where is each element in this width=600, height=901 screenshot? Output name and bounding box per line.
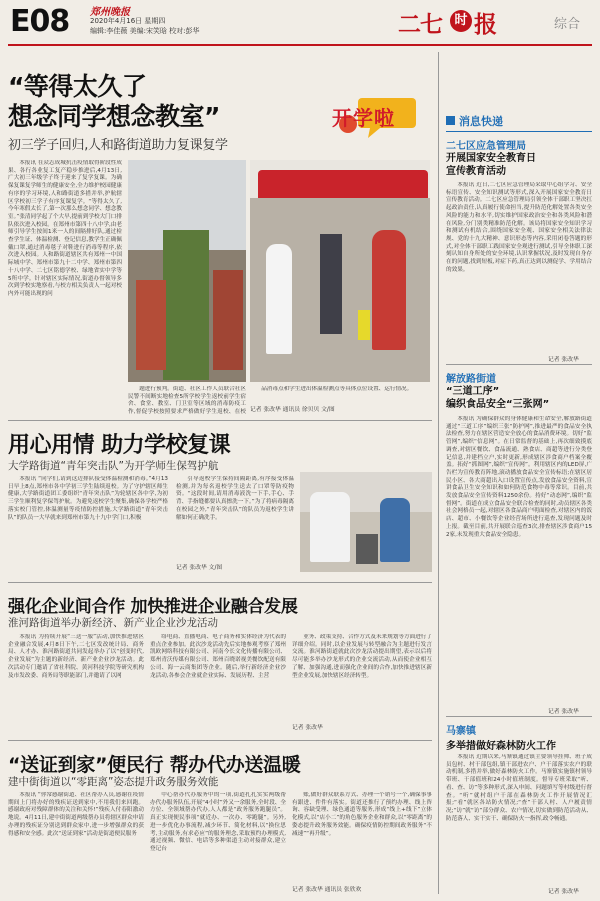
masthead-rule [8,44,592,46]
page-code: E08 [10,4,70,39]
sidebar-item1-byline: 记者 张改华 [548,357,579,363]
article1-col2 [128,386,246,416]
divider-3 [8,740,432,741]
article1-col3 [250,386,430,402]
article3-col2-text: 络电商、直播电商、电子商务和实体经济为代表的重点企业参加。此次沙龙活动先后实地参观考察了郑州凯欧网络科技有限公司、河南今长文化传播有限公司、郑州青沃传媒有限公司、郑州百晓诺视美餐饮配送有限公司、海一云商集团等企业。随后,举行新经济企业沙龙活动,各参会企业就企业实际、发展历程、主营 [150,634,286,679]
divider-1 [8,420,432,421]
article1-photo-main [128,160,246,382]
article2-title: 用心用情 助力学校复课 [8,433,231,458]
article2-col1 [8,476,168,570]
article3-col1-text: 本报讯 为持续开展“三送一服”活动,加快推进辖区企业融合发展,4月8日下午,二七区发改统计局、商务局、人才办、淮河路街道共同发起举办了以“创变时代,企业发展”为主题的新经济、新产业企业沙龙活动。此次活动专门邀请了省社科院、黄河科技学院等研究机构及市发改委、商务局等职能部门,并邀请了以网 [8,634,144,679]
article4-subtitle: 建中街街道以“零距离”姿态提升政务服务效能 [8,776,219,788]
sidebar-item3-body [446,754,592,884]
article3-col3 [292,634,432,722]
article1-col2-text: 题进行预判。街道、社区工作人员联合社区民警不间断实地检查5所学校学生返校前学生宿舍、食堂、教室、门卫室等区域的消毒防疫工作,督促学校按照要求严格做好学生返校、在校 [128,386,246,416]
article2-subtitle: 大学路街道“青年突击队”为开学师生保驾护航 [8,460,219,472]
article4-byline: 记者 张改华 通讯员 张欣欢 [292,887,362,893]
article4-col3 [292,792,432,882]
divider-2 [8,582,432,583]
article1-col1 [8,160,122,400]
brand-logo [398,6,538,36]
article2-col1-text: 本报讯 “同学们,请到这边排队接受体温检测和消毒。”4月13日早上8点,郑州市各中学初三学生陆续返校。为了守护辖区师生健康,大学路街道团工委组织“青年突击队”为轮辖区各中学,为初三学生顺利复学保驾护航。为避免返校学生聚集,确保各学校严格落实校门管控,体温测量等疫情防控措施,大学路街道“青年突击队”的队员一大早就来到郑州市第九十九中学门口,积极 [8,476,168,521]
sidebar-item3-kicker: 马寨镇 [446,726,476,737]
article3-col2 [150,634,286,730]
article3-col1 [8,634,144,730]
sidebar-item3-title: 多举措做好森林防火工作 [446,741,556,752]
article2-col2 [176,476,294,560]
sidebar-item3-text: 本报讯 近期以来,马寨镇通过镇主要领导挂帅、班子成员包村、村干部包组,镇干部进农户、户干部落实农户的联动机制,多措并举,做好森林防火工作。马寨镇实施镇村领导带班、干部值班和24小时值班制度。督导专班采取“听、看、查、访”等多种形式,深入申间、问题填写等村级进行督查。“听”就村组户干部在森林防火工作开展情况汇报;“看”就区各站防火情况;“查”干部人村、人户履责情况;“访”就“访”部分群众、农户情况,切实做到防范活动从、防范落人、实干实干、确保防火一指挥,政令畅通。 [446,754,592,822]
article1-title-line2: 想念同学想念教室” [8,102,220,131]
article3-subtitle: 淮河路街道举办新经济、新产业企业沙龙活动 [8,617,218,629]
article1-title-line1: “等得太久了 [8,72,147,101]
article4-col2 [150,792,286,892]
sidebar-item2-kicker: 解放路街道 [446,374,496,385]
sidebar-item1-title-line1: 开展国家安全教育日 [446,153,536,164]
sidebar-item2-title [446,385,592,411]
article3-byline: 记者 张改华 [292,725,323,731]
article4-title: “送证到家”便民行 帮办代办送温暖 [8,754,301,776]
brand-left: 二七 [398,12,442,38]
article3-title: 强化企业间合作 加快推进企业融合发展 [8,597,298,617]
sidebar-item2-text: 本报讯 为确保群众的身体健康和生命安全,解放路街道通过“三道工序”编织三张“防护网”,推进最严的食品安全执法检查,努力在辖区营造安全放心的食品消费环境。切好“监管网”,编织“信息网”。在日常监督的基础上,再次细致摸底调查,对辖区餐饮、食品流通、熟食店、商超等进行分类登记信息,并建档立户,实时更新,形成辖区涉食商户档案全覆盖。拓好“抓图网”,编织“宣传网”。利用辖区内的LED屏,广告栏为宣传教育阵地,滚动播放食品安全宣传标语;在辖区居民小区、各大商超出入口设置宣传点,发放食品安全资料,宣讲食品卫生安全知识和如何防范食物中毒等常识。目前,共发放食品安全宣传资料1250余份。持好“动态网”,编织“监督网”。街道在成立食品安全联合检查的同时,动员辖区各类社会网格员一起,对辖区各食品商户明面检查,对辖区内的饭店、超市、小餐饮等企业经营场所进行巡查,发现问题及时上报。截至目前,共开展联合巡查3次,排查辖区涉食商户152家,未发现重大食品安全隐患。 [446,416,592,538]
sidebar-item1-title [446,152,592,178]
sidebar-item2-title-line1: “三道工序” [446,386,500,397]
article4-col1 [8,792,144,892]
sidebar-item1-kicker: 二七区应急管理局 [446,141,526,152]
masthead [0,0,600,46]
sidebar-divider-2 [446,716,592,717]
sidebar-header [446,110,592,130]
sidebar-item3-byline: 记者 张改华 [548,889,579,895]
article1-subtitle: 初三学子回归,人和路街道助力复课复学 [8,138,228,153]
column-separator [438,52,439,894]
date-line: 2020年4月16日 星期四 [90,17,166,25]
section-label: 综合 [554,17,581,32]
article4-col1-text: 本报讯 “你常感谢街道、社区帮办人员,感谢在疫情期间上门将办好的残疾证送到家中,不用我们来回跑。感谢政府对残障群体的关注和关怀!”残疾人付春阳激动地说。4月11日,建中街街道两级帮办员将辖区群众申请办理的残疾证分别送到群众家中,进一步增强群众的获得感和安全感。此次“送证到家”活动是街道便民服务 [8,792,144,837]
sidebar-item2-title-line2: 编织食品安全“三张网” [446,399,550,410]
sidebar-item2-body [446,416,592,706]
article4-col2-text: 中心帮办代办服务中的一项,街道扎扎实实两级帮办代办服务队伍,开展“4小时”外又一余服务,全时段、全方位、全领域帮办代办,人人都是“政务服务跑腿员”。真正实现便民事项“就近办、一次办、零跑腿”。另外,进一步优化办事流程,减少环节、简化材料,以“换位思考,主动服务,有求必应”的服务理念,采取预约办理模式,通过视频、微信、电话等多种渠道主动对接群众,建立登记台 [150,792,286,852]
article1-col1-text: 本报讯 在众志成城抗击疫情取得阶段性成果、各行各业复工复产稳步推进后,4月13日,广大初三年级学子终于迎来了复学复课。为确保复课复学师生的健康安全,全力维护校园健康有序的学习环境,人和路街道多措并举,护航辖区学校初三学子有序复课复学。“等得太久了,今年寒假太长了,第一次那么想念同学、想念教室。”张清同学起了个大早,提前到学校大门口排队依次进入校园。在郑州市第四十八中学,由老师引导学生按间1米一人的间隔排好队,通过检查学生证、体温检测、登记信息,教学生正确佩戴口罩,通过消毒毯子对鞋进行消毒等程序,依次进入校园。人和路街道辖区共有郑州一中国际城中学、郑州市第九十二中学、郑州市第四十八中学、二七区铭德学校、绿地省实中学等5所中学。针对辖区实际情况,街道办督领导多次到学校实地察看,与校方相关负责人一起对校内外可能出现的问 [8,160,122,297]
article1-photo-tents [250,160,430,382]
sidebar-divider-1 [446,364,592,365]
sidebar-item1-text: 本报讯 近日,二七区应急管理局采取中心组学习、安全标语宣传、安全知识测试等形式,深入开展国家安全教育日宣传教育活动。二七区应急管理局引领全体干部职工坚决扛起政治责任,认真履行使命担当,提升防范化解处置各类安全风险的能力和水平,切实维护国家政治安全和各类风险和潜在风险,分门别类精准防范化解。该局将国家安全知识学习和测试有机结合,围绕国家安全观、国家安全相关法律法规、党的十九大精神、意识形态等内容,采用闭卷答题的形式,对全体干部职工践国家安全观进行测试,引导全体职工深刻认知自身所处的安全环境,认识掌握状况,及时发现自身存在的问题,找到短板,对症下药,真正达到以测促学、学用结合的效果。 [446,182,592,273]
article1-byline: 记者 张改华 通讯员 徐贝贝 文/图 [250,407,335,413]
newspaper-logo: 郑州晚报 [90,7,130,18]
sidebar-item2-byline: 记者 张改华 [548,709,579,715]
sidebar-item1-title-line2: 宣传教育活动 [446,166,506,177]
article2-col2-text: 引导返校学生保持间隔距离,有序接受体温检测,并为每名返校学生送去了口罩等防疫物资。“这段时间,请用消毒液洗一下手,手心、手背、手指缝都要认真擦洗一下。”为了将病毒隔离在校园之外,“青年突击队”的队员为返校学生讲解如何正确洗手。 [176,476,294,521]
article2-byline: 记者 张改华 文/图 [176,565,223,571]
article3-col3-text: 业务、政策支持、合作方式及未来规划等方面进行了详细介绍。同时,以企业发展与转型融合为主题进行发言交流。淮河路街道就此次沙龙活动提出期望,表示以后将尽可能多举办沙龙形式的企业交流活动,从而使企业相互了解、加强沟通,进而强化企业间的合作,加快推进辖区新型企业发展,加快辖区经济转型。 [292,634,432,679]
back-to-school-badge [330,94,422,144]
badge-text: 开学啦 [332,106,395,130]
sidebar-header-text: 消息快递 [459,115,503,128]
sidebar-header-rule [446,131,592,132]
brand-right: 报 [474,12,497,38]
square-bullet-icon [446,116,455,125]
article1-title [8,72,338,132]
sidebar-item1-body [446,182,592,352]
article4-col3-text: 账,做好群众联系方式、办理一个销号一个,确保事事有跟进、件件有落实。街道还推行了预约办理、线上咨询、容缺受理、绿色通道等服务,形成“线上+线下”立体化模式,以“店小二”的角色服务企业和群众,以“零距离”的姿态提升政务服务效能。确保疫情防控期间政务服务“不减速”“再升级”。 [292,792,432,837]
article1-col3-text: 品消毒点和学生进出体温检测点等具体点位设置、运行情况。 [261,386,413,392]
brand-time-circle: 时 [450,10,472,32]
editors-line: 编辑:李佳薇 美编:宋笑晗 校对:彭华 [90,27,200,35]
article2-photo [300,472,432,572]
